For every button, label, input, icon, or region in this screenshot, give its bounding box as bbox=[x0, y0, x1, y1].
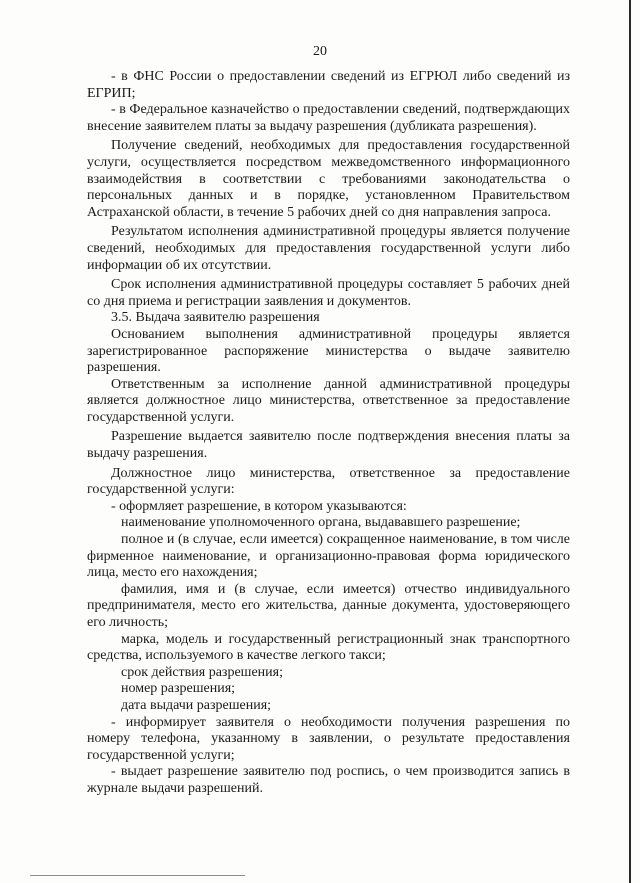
list-item: полное и (в случае, если имеется) сокращенное наименование, в том числе фирменное наименование, и организационно-правовая форма юридического лица, место его нахождения; bbox=[87, 532, 570, 581]
paragraph: Получение сведений, необходимых для предоставления государственной услуги, осуществляется посредством межведомственного информационного взаимодействия в соответствии с требованиями законодательства о персональных данных и в порядке, установленном Правительством Астраханской области, в течение 5 рабочих дней со дня направления запроса. bbox=[87, 138, 570, 220]
scan-bottom-line bbox=[30, 875, 245, 876]
page-edge-shadow bbox=[629, 0, 631, 883]
list-item: - информирует заявителя о необходимости получения разрешения по номеру телефона, указанному в заявлении, о результате предоставления государственной услуги; bbox=[87, 714, 570, 763]
paragraph: Срок исполнения административной процедуры составляет 5 рабочих дней со дня приема и регистрации заявления и документов. bbox=[87, 277, 570, 309]
list-item: дата выдачи разрешения; bbox=[121, 697, 272, 713]
list-item: фамилия, имя и (в случае, если имеется) отчество индивидуального предпринимателя, место его жительства, данные документа, удостоверяющего его личность; bbox=[87, 581, 570, 630]
section-heading: 3.5. Выдача заявителю разрешения bbox=[111, 310, 320, 326]
paragraph: - в Федеральное казначейство о предоставлении сведений, подтверждающих внесение заявителем платы за выдачу разрешения (дубликата разрешения). bbox=[87, 102, 570, 134]
paragraph: Ответственным за исполнение данной административной процедуры является должностное лицо министерства, ответственное за предоставление государственной услуги. bbox=[87, 376, 570, 425]
document-body bbox=[87, 69, 570, 798]
list-item: наименование уполномоченного органа, выдававшего разрешение; bbox=[121, 515, 521, 531]
paragraph: Должностное лицо министерства, ответственное за предоставление государственной услуги: bbox=[87, 465, 570, 498]
paragraph: Основанием выполнения административной процедуры является зарегистрированное распоряжение министерства о выдаче заявителю разрешения. bbox=[87, 326, 570, 376]
list-item: - выдает разрешение заявителю под роспись, о чем производится запись в журнале выдачи разрешений. bbox=[87, 764, 570, 796]
page-number: 20 bbox=[313, 44, 327, 59]
paragraph: Результатом исполнения административной процедуры является получение сведений, необходимых для предоставления государственной услуги либо информации об их отсутствии. bbox=[87, 224, 570, 273]
list-item: - оформляет разрешение, в котором указываются: bbox=[111, 498, 407, 514]
list-item: марка, модель и государственный регистрационный знак транспортного средства, используемого в качестве легкого такси; bbox=[87, 631, 570, 664]
list-item: номер разрешения; bbox=[121, 681, 236, 697]
list-item: срок действия разрешения; bbox=[121, 664, 283, 680]
paragraph: - в ФНС России о предоставлении сведений из ЕГРЮЛ либо сведений из ЕГРИП; bbox=[87, 69, 570, 101]
paragraph: Разрешение выдается заявителю после подтверждения внесения платы за выдачу разрешения. bbox=[87, 429, 570, 462]
